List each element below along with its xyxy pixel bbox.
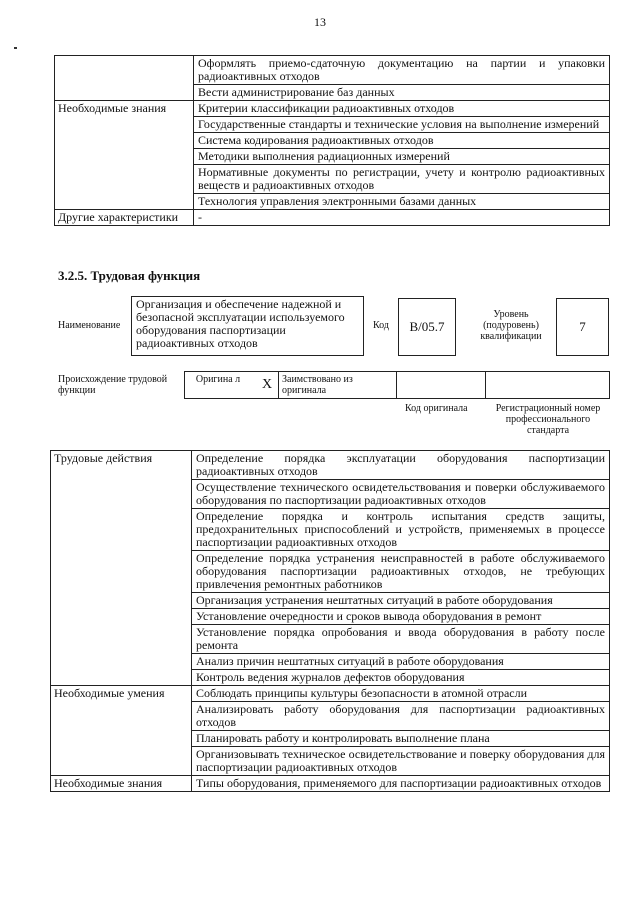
code-label: Код [373, 320, 389, 331]
row-item: Планировать работу и контролировать выполнение плана [192, 731, 610, 747]
table-row [51, 686, 610, 702]
page-number: 13 [314, 15, 326, 29]
original-label: Оригина л [195, 374, 241, 385]
code-value: B/05.7 [409, 319, 445, 334]
level-label: Уровень (подуровень) квалификации [480, 309, 542, 342]
row-item: - [194, 210, 610, 226]
row-item: Методики выполнения радиационных измерений [194, 149, 610, 165]
row-item: Анализировать работу оборудования для паспортизации радиоактивных отходов [192, 702, 610, 731]
name-label: Наименование [58, 320, 121, 331]
row-item: Определение порядка устранения неисправностей в работе обслуживаемого оборудования паспортизации радиоактивных отходов, не требующих привлечения ремонтных работников [192, 551, 610, 593]
row-item: Вести администрирование баз данных [194, 85, 610, 101]
row-item: Оформлять приемо-сдаточную документацию на партии и упаковки радиоактивных отходов [194, 56, 610, 85]
row-label: Другие характеристики [55, 210, 194, 226]
row-item: Контроль ведения журналов дефектов оборудования [192, 670, 610, 686]
origin-row [184, 371, 610, 399]
function-name-box [131, 296, 364, 356]
row-item: Государственные стандарты и технические условия на выполнение измерений [194, 117, 610, 133]
table-row [55, 56, 610, 85]
level-box [556, 298, 609, 356]
row-label: Необходимые умения [51, 686, 192, 776]
borrowed-label: Заимствовано из оригинала [282, 374, 353, 396]
row-item: Определение порядка и контроль испытания средств защиты, предохранительных приспособлений и устройств, применяемых в процессе паспортизации радиоактивных отходов [192, 509, 610, 551]
reg-caption: Регистрационный номер профессионального стандарта [495, 403, 601, 436]
row-item: Анализ причин нештатных ситуаций в работе оборудования [192, 654, 610, 670]
table-row [51, 776, 610, 792]
origin-divider [485, 371, 486, 399]
row-item: Осуществление технического освидетельствования и поверки обслуживаемого оборудования по паспортизации радиоактивных отходов [192, 480, 610, 509]
row-item: Установление очередности и сроков вывода оборудования в ремонт [192, 609, 610, 625]
level-value: 7 [579, 319, 586, 334]
row-item: Организация устранения нештатных ситуаций в работе оборудования [192, 593, 610, 609]
origin-label: Происхождение трудовой функции [58, 374, 168, 396]
row-item: Организовывать техническое освидетельствование и поверку оборудования для паспортизации радиоактивных отходов [192, 747, 610, 776]
row-label [55, 56, 194, 101]
row-item: Система кодирования радиоактивных отходов [194, 133, 610, 149]
function-name-value: Организация и обеспечение надежной и безопасной эксплуатации используемого оборудования паспортизации радиоактивных отходов [136, 297, 345, 350]
section-title: 3.2.5. Трудовая функция [58, 268, 201, 283]
origin-divider [396, 371, 397, 399]
row-item: Соблюдать принципы культуры безопасности в атомной отрасли [192, 686, 610, 702]
table-row [55, 210, 610, 226]
row-item: Критерии классификации радиоактивных отходов [194, 101, 610, 117]
row-item: Нормативные документы по регистрации, учету и контролю радиоактивных веществ и радиоактивных отходов [194, 165, 610, 194]
origin-divider [278, 371, 279, 399]
code-box [398, 298, 456, 356]
row-label: Трудовые действия [51, 451, 192, 686]
scan-mark [14, 47, 17, 49]
main-table [50, 450, 610, 792]
row-label: Необходимые знания [55, 101, 194, 210]
code-caption: Код оригинала [405, 403, 468, 414]
original-mark: X [262, 377, 273, 392]
row-item: Технология управления электронными базами данных [194, 194, 610, 210]
row-item: Определение порядка эксплуатации оборудования паспортизации радиоактивных отходов [192, 451, 610, 480]
row-item: Типы оборудования, применяемого для паспортизации радиоактивных отходов [192, 776, 610, 792]
table-row [55, 101, 610, 117]
top-table [54, 55, 610, 226]
table-row [51, 451, 610, 480]
row-label: Необходимые знания [51, 776, 192, 792]
row-item: Установление порядка опробования и ввода оборудования в работу после ремонта [192, 625, 610, 654]
